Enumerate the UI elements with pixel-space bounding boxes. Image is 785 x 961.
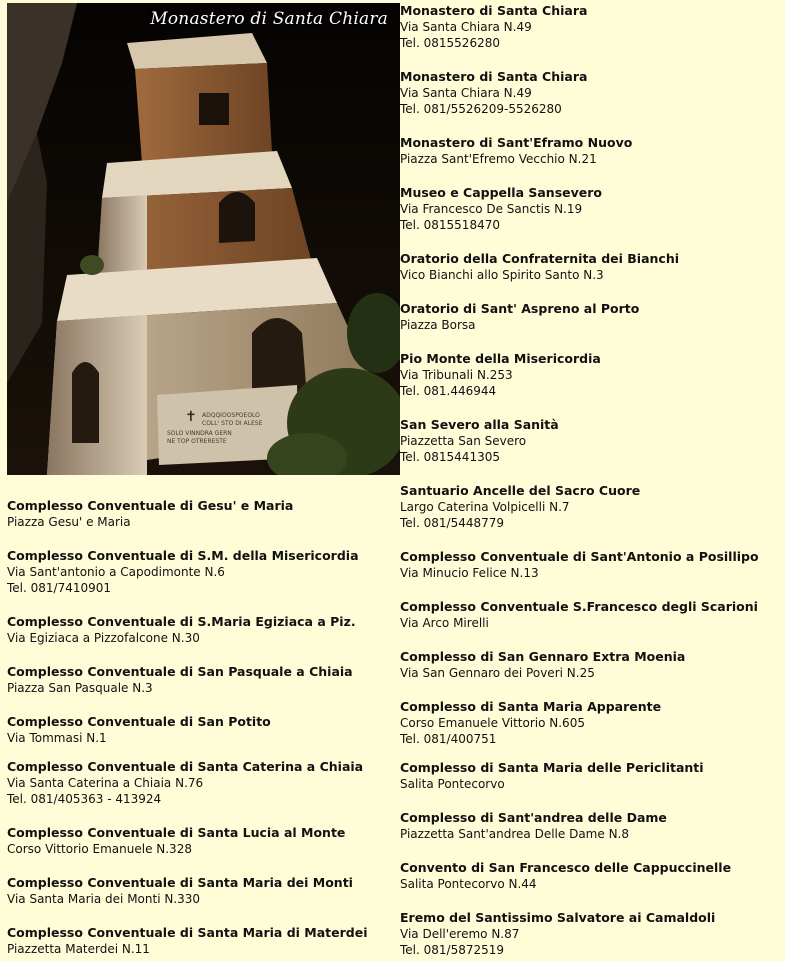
monument-name: Complesso Conventuale di San Potito <box>7 714 271 729</box>
monument-entry <box>7 875 392 907</box>
monument-name: Complesso di Santa Maria delle Periclitanti <box>400 760 704 775</box>
monument-name: Complesso Conventuale di Santa Lucia al Monte <box>7 825 346 840</box>
monument-name: Monastero di Santa Chiara <box>400 69 588 84</box>
monument-entry <box>400 649 785 681</box>
monument-entry <box>400 3 785 51</box>
monument-entry <box>400 417 785 465</box>
monument-name: Museo e Cappella Sansevero <box>400 185 602 200</box>
monument-name: Pio Monte della Misericordia <box>400 351 601 366</box>
tablet-line: SOLO VINNDRA GERN <box>167 430 232 437</box>
monument-name: Santuario Ancelle del Sacro Cuore <box>400 483 641 498</box>
monument-entry <box>7 498 392 530</box>
monument-entry <box>7 925 392 957</box>
monument-name: Complesso di Sant'andrea delle Dame <box>400 810 667 825</box>
monument-address: Via Santa Maria dei Monti N.330 <box>7 892 201 906</box>
monument-address: Vico Bianchi allo Spirito Santo N.3 <box>400 268 604 282</box>
monument-entry <box>400 599 785 631</box>
monument-address: Via Francesco De Sanctis N.19 <box>400 202 583 216</box>
monument-entry <box>7 614 392 646</box>
monument-entry <box>7 664 392 696</box>
bell-tower-photo <box>7 3 400 475</box>
tablet-line: COLL' STO DI ALESE <box>202 420 263 427</box>
monument-phone: Tel. 0815441305 <box>400 450 500 464</box>
monument-address: Largo Caterina Volpicelli N.7 <box>400 500 570 514</box>
monument-entry <box>400 135 785 167</box>
monument-name: Complesso Conventuale di Santa Maria di Materdei <box>7 925 368 940</box>
monument-name: Complesso Conventuale di S.Maria Egiziaca a Piz. <box>7 614 356 629</box>
monument-entry <box>7 759 392 807</box>
monument-address: Via Egiziaca a Pizzofalcone N.30 <box>7 631 200 645</box>
monument-address: Via San Gennaro dei Poveri N.25 <box>400 666 595 680</box>
monument-address: Piazza Borsa <box>400 318 476 332</box>
monument-name: San Severo alla Sanità <box>400 417 559 432</box>
monument-address: Piazzetta Sant'andrea Delle Dame N.8 <box>400 827 629 841</box>
bell-tower-illustration <box>7 3 400 475</box>
monument-phone: Tel. 081/405363 - 413924 <box>7 792 162 806</box>
monument-name: Complesso di San Gennaro Extra Moenia <box>400 649 686 664</box>
monument-address: Via Dell'eremo N.87 <box>400 927 520 941</box>
monument-phone: Tel. 081/5448779 <box>400 516 505 530</box>
monument-name: Eremo del Santissimo Salvatore ai Camaldoli <box>400 910 716 925</box>
monument-phone: Tel. 081/7410901 <box>7 581 112 595</box>
monument-entry <box>400 69 785 117</box>
monument-name: Convento di San Francesco delle Cappuccinelle <box>400 860 732 875</box>
monument-name: Monastero di Sant'Eframo Nuovo <box>400 135 633 150</box>
monument-entry <box>400 860 785 892</box>
monument-entry <box>400 251 785 283</box>
monument-address: Corso Emanuele Vittorio N.605 <box>400 716 585 730</box>
monument-name: Monastero di Santa Chiara <box>400 3 588 18</box>
monument-address: Piazzetta San Severo <box>400 434 527 448</box>
monument-phone: Tel. 081/5872519 <box>400 943 505 957</box>
monument-name: Complesso Conventuale di Santa Caterina a Chiaia <box>7 759 364 774</box>
monument-entry <box>400 910 785 958</box>
monument-address: Salita Pontecorvo <box>400 777 505 791</box>
monument-entry <box>7 714 392 746</box>
monument-address: Via Minucio Felice N.13 <box>400 566 539 580</box>
monument-name: Complesso Conventuale di Santa Maria dei Monti <box>7 875 353 890</box>
monument-address: Corso Vittorio Emanuele N.328 <box>7 842 192 856</box>
monument-entry <box>400 301 785 333</box>
monument-phone: Tel. 0815518470 <box>400 218 500 232</box>
monument-address: Piazzetta Materdei N.11 <box>7 942 150 956</box>
monument-phone: Tel. 081/400751 <box>400 732 497 746</box>
monument-address: Via Tribunali N.253 <box>400 368 513 382</box>
monument-address: Via Arco Mirelli <box>400 616 489 630</box>
monument-name: Complesso Conventuale di Sant'Antonio a Posillipo <box>400 549 759 564</box>
monument-phone: Tel. 0815526280 <box>400 36 500 50</box>
monument-name: Complesso Conventuale di S.M. della Misericordia <box>7 548 359 563</box>
monument-name: Complesso Conventuale di San Pasquale a Chiaia <box>7 664 353 679</box>
svg-text:✝: ✝ <box>185 409 197 425</box>
monument-address: Salita Pontecorvo N.44 <box>400 877 537 891</box>
monument-entry <box>400 760 785 792</box>
monument-address: Via Santa Chiara N.49 <box>400 20 532 34</box>
monument-name: Complesso di Santa Maria Apparente <box>400 699 662 714</box>
monument-address: Via Tommasi N.1 <box>7 731 107 745</box>
monument-address: Piazza Gesu' e Maria <box>7 515 131 529</box>
monument-entry <box>7 548 392 596</box>
monument-address: Piazza Sant'Efremo Vecchio N.21 <box>400 152 597 166</box>
monument-phone: Tel. 081.446944 <box>400 384 497 398</box>
monument-entry <box>400 185 785 233</box>
monument-address: Via Santa Caterina a Chiaia N.76 <box>7 776 204 790</box>
monument-entry <box>400 699 785 747</box>
monument-phone: Tel. 081/5526209-5526280 <box>400 102 562 116</box>
monument-entry <box>7 825 392 857</box>
tablet-line: NE TOP OTRERESTE <box>167 438 227 445</box>
monument-address: Via Santa Chiara N.49 <box>400 86 532 100</box>
monument-entry <box>400 483 785 531</box>
monument-name: Complesso Conventuale di Gesu' e Maria <box>7 498 294 513</box>
monument-entry <box>400 549 785 581</box>
photo-caption: Monastero di Santa Chiara <box>150 9 388 29</box>
tablet-line: ADQQIOOSPOEOLO <box>202 412 260 419</box>
monument-name: Oratorio della Confraternita dei Bianchi <box>400 251 680 266</box>
monument-entry <box>400 810 785 842</box>
monument-entry <box>400 351 785 399</box>
monument-address: Via Sant'antonio a Capodimonte N.6 <box>7 565 225 579</box>
monument-name: Oratorio di Sant' Aspreno al Porto <box>400 301 640 316</box>
monument-name: Complesso Conventuale S.Francesco degli Scarioni <box>400 599 758 614</box>
monument-address: Piazza San Pasquale N.3 <box>7 681 153 695</box>
